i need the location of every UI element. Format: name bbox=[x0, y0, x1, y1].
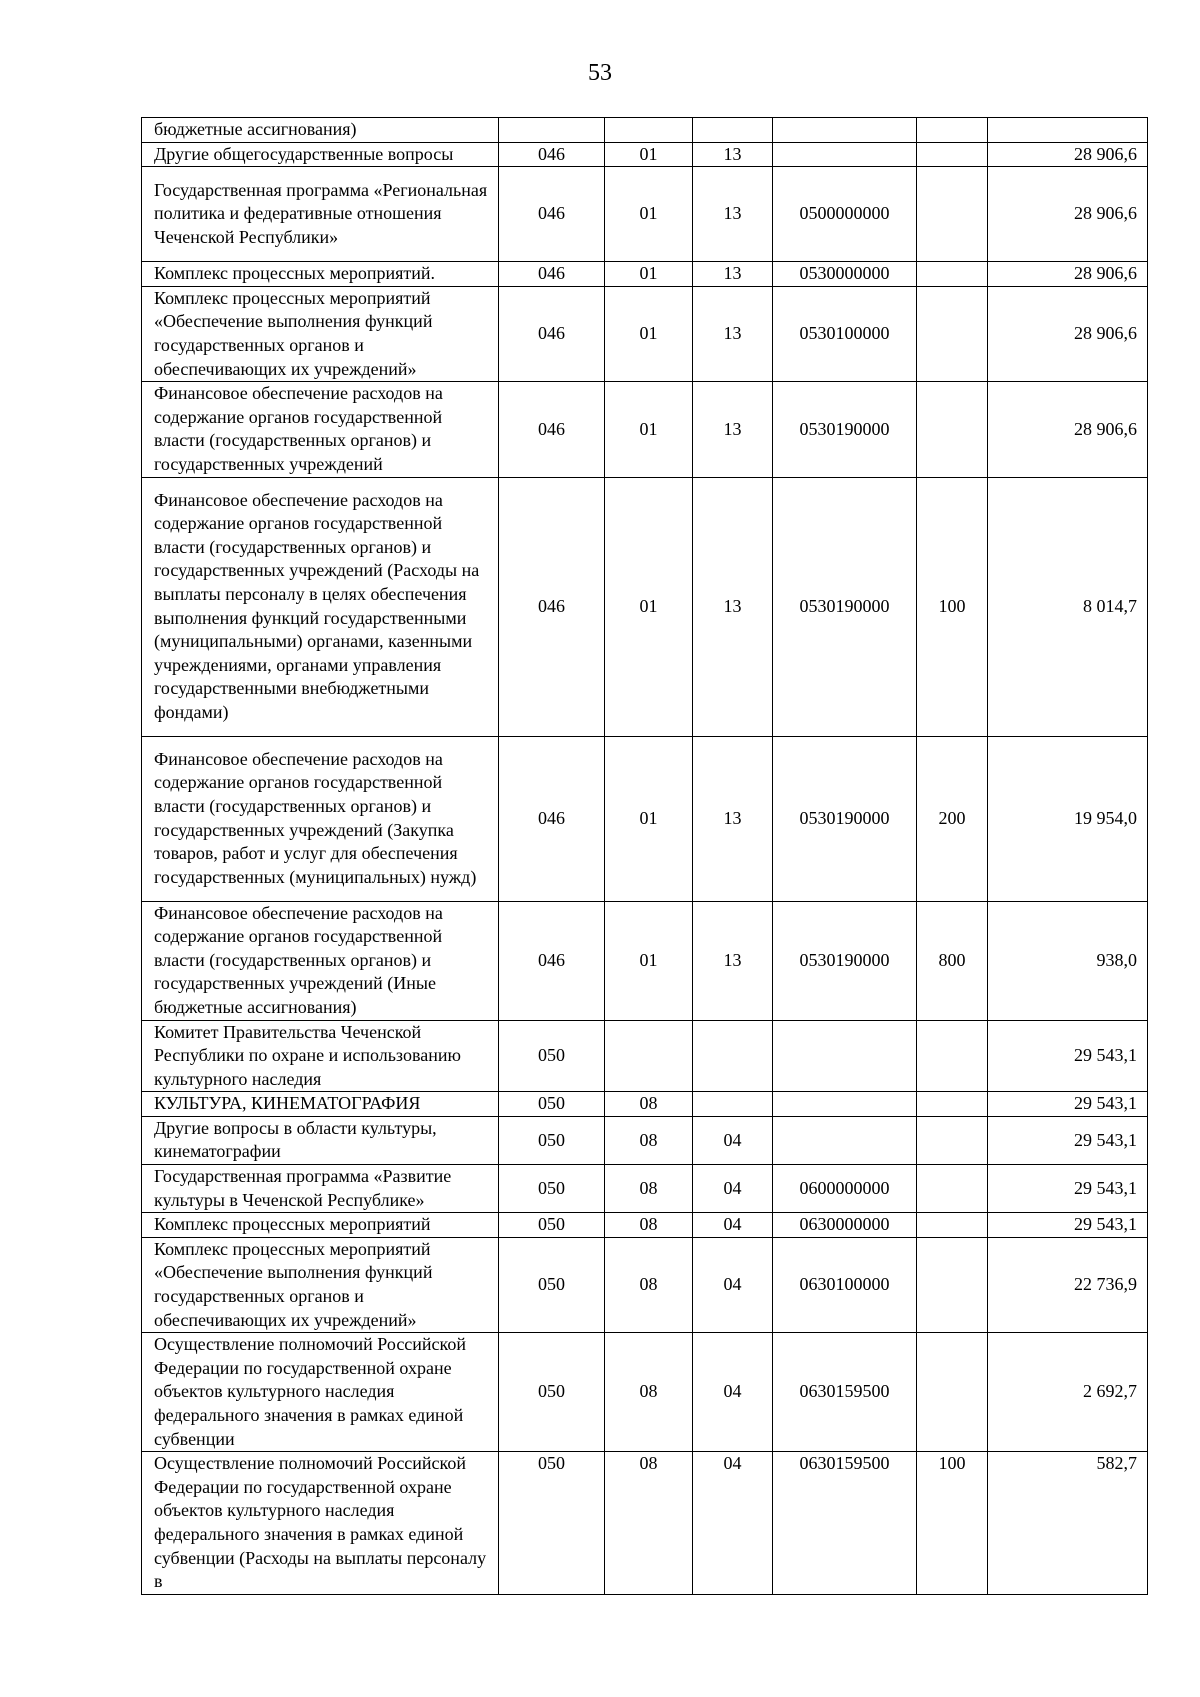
row-expense-type bbox=[917, 1333, 988, 1452]
row-section: 01 bbox=[605, 167, 693, 262]
row-subsection: 13 bbox=[693, 736, 773, 901]
row-subsection bbox=[693, 1092, 773, 1117]
row-amount: 29 543,1 bbox=[988, 1092, 1148, 1117]
row-ministry: 046 bbox=[499, 167, 605, 262]
row-ministry: 050 bbox=[499, 1092, 605, 1117]
row-expense-type bbox=[917, 1020, 988, 1092]
row-subsection: 04 bbox=[693, 1116, 773, 1164]
row-expense-type bbox=[917, 1165, 988, 1213]
row-amount: 582,7 bbox=[988, 1452, 1148, 1595]
row-subsection: 13 bbox=[693, 167, 773, 262]
row-subsection: 13 bbox=[693, 901, 773, 1020]
row-target-article: 0530000000 bbox=[773, 262, 917, 287]
row-name: Комитет Правительства Чеченской Республики по охране и использованию культурного наследия bbox=[142, 1020, 499, 1092]
row-section: 01 bbox=[605, 736, 693, 901]
row-target-article bbox=[773, 118, 917, 143]
row-section: 08 bbox=[605, 1213, 693, 1238]
row-ministry: 050 bbox=[499, 1116, 605, 1164]
row-amount: 29 543,1 bbox=[988, 1213, 1148, 1238]
row-target-article bbox=[773, 1020, 917, 1092]
row-section: 08 bbox=[605, 1165, 693, 1213]
row-target-article: 0530100000 bbox=[773, 286, 917, 381]
row-amount: 22 736,9 bbox=[988, 1237, 1148, 1332]
row-target-article: 0530190000 bbox=[773, 736, 917, 901]
row-amount: 28 906,6 bbox=[988, 167, 1148, 262]
row-expense-type: 100 bbox=[917, 477, 988, 736]
table-row bbox=[142, 286, 1148, 381]
row-expense-type bbox=[917, 382, 988, 477]
row-target-article: 0530190000 bbox=[773, 477, 917, 736]
row-ministry: 050 bbox=[499, 1333, 605, 1452]
table-row bbox=[142, 167, 1148, 262]
table-row bbox=[142, 262, 1148, 287]
table-row bbox=[142, 1213, 1148, 1238]
row-target-article bbox=[773, 1116, 917, 1164]
row-amount: 29 543,1 bbox=[988, 1116, 1148, 1164]
row-subsection: 04 bbox=[693, 1213, 773, 1238]
row-ministry: 050 bbox=[499, 1165, 605, 1213]
row-section: 08 bbox=[605, 1452, 693, 1595]
row-name: Осуществление полномочий Российской Федерации по государственной охране объектов культурного наследия федерального значения в рамках единой субвенции bbox=[142, 1333, 499, 1452]
table-row bbox=[142, 1116, 1148, 1164]
row-target-article bbox=[773, 1092, 917, 1117]
row-target-article: 0630159500 bbox=[773, 1452, 917, 1595]
row-section bbox=[605, 1020, 693, 1092]
row-section: 01 bbox=[605, 382, 693, 477]
row-name: Финансовое обеспечение расходов на содержание органов государственной власти (государственных органов) и государственных учреждений bbox=[142, 382, 499, 477]
row-ministry bbox=[499, 118, 605, 143]
row-name: Комплекс процессных мероприятий «Обеспечение выполнения функций государственных органов и обеспечивающих их учреждений» bbox=[142, 286, 499, 381]
row-amount bbox=[988, 118, 1148, 143]
table-row bbox=[142, 901, 1148, 1020]
row-expense-type bbox=[917, 262, 988, 287]
row-name: Другие общегосударственные вопросы bbox=[142, 142, 499, 167]
row-subsection: 04 bbox=[693, 1165, 773, 1213]
row-target-article: 0600000000 bbox=[773, 1165, 917, 1213]
row-amount: 19 954,0 bbox=[988, 736, 1148, 901]
row-ministry: 046 bbox=[499, 262, 605, 287]
row-subsection: 13 bbox=[693, 262, 773, 287]
table-row bbox=[142, 1333, 1148, 1452]
table-row bbox=[142, 477, 1148, 736]
row-name: Комплекс процессных мероприятий bbox=[142, 1213, 499, 1238]
table-row bbox=[142, 1165, 1148, 1213]
row-name: Осуществление полномочий Российской Федерации по государственной охране объектов культурного наследия федерального значения в рамках единой субвенции (Расходы на выплаты персоналу в bbox=[142, 1452, 499, 1595]
table-row bbox=[142, 1092, 1148, 1117]
row-name: Финансовое обеспечение расходов на содержание органов государственной власти (государственных органов) и государственных учреждений (Расходы на выплаты персоналу в целях обеспечения выполнения функций государственными (муниципальными) органами, казенными учреждениями, органами управления государственными внебюджетными фондами) bbox=[142, 477, 499, 736]
row-amount: 938,0 bbox=[988, 901, 1148, 1020]
row-subsection bbox=[693, 118, 773, 143]
row-section: 01 bbox=[605, 142, 693, 167]
row-section bbox=[605, 118, 693, 143]
table-row bbox=[142, 1452, 1148, 1595]
row-expense-type bbox=[917, 1116, 988, 1164]
row-name: Государственная программа «Развитие культуры в Чеченской Республике» bbox=[142, 1165, 499, 1213]
row-ministry: 046 bbox=[499, 901, 605, 1020]
row-subsection: 04 bbox=[693, 1333, 773, 1452]
row-section: 08 bbox=[605, 1092, 693, 1117]
row-expense-type bbox=[917, 1213, 988, 1238]
table-row bbox=[142, 736, 1148, 901]
table-row bbox=[142, 1020, 1148, 1092]
row-amount: 29 543,1 bbox=[988, 1165, 1148, 1213]
row-subsection: 13 bbox=[693, 286, 773, 381]
row-amount: 28 906,6 bbox=[988, 142, 1148, 167]
row-target-article: 0500000000 bbox=[773, 167, 917, 262]
row-name: Другие вопросы в области культуры, кинематографии bbox=[142, 1116, 499, 1164]
row-target-article: 0530190000 bbox=[773, 382, 917, 477]
budget-table bbox=[141, 117, 1148, 1595]
row-subsection: 04 bbox=[693, 1452, 773, 1595]
row-target-article: 0630000000 bbox=[773, 1213, 917, 1238]
row-section: 08 bbox=[605, 1116, 693, 1164]
row-section: 08 bbox=[605, 1333, 693, 1452]
row-amount: 28 906,6 bbox=[988, 286, 1148, 381]
row-expense-type bbox=[917, 167, 988, 262]
row-amount: 29 543,1 bbox=[988, 1020, 1148, 1092]
table-row bbox=[142, 118, 1148, 143]
row-expense-type bbox=[917, 1237, 988, 1332]
row-ministry: 046 bbox=[499, 477, 605, 736]
row-amount: 2 692,7 bbox=[988, 1333, 1148, 1452]
row-subsection: 13 bbox=[693, 477, 773, 736]
row-target-article: 0630100000 bbox=[773, 1237, 917, 1332]
row-expense-type: 100 bbox=[917, 1452, 988, 1595]
row-name: Финансовое обеспечение расходов на содержание органов государственной власти (государственных органов) и государственных учреждений (Иные бюджетные ассигнования) bbox=[142, 901, 499, 1020]
table-row bbox=[142, 382, 1148, 477]
row-subsection: 13 bbox=[693, 382, 773, 477]
row-name: Государственная программа «Региональная политика и федеративные отношения Чеченской Республики» bbox=[142, 167, 499, 262]
row-expense-type: 800 bbox=[917, 901, 988, 1020]
row-target-article: 0530190000 bbox=[773, 901, 917, 1020]
row-expense-type bbox=[917, 118, 988, 143]
row-section: 01 bbox=[605, 901, 693, 1020]
row-ministry: 050 bbox=[499, 1452, 605, 1595]
row-section: 01 bbox=[605, 262, 693, 287]
row-ministry: 046 bbox=[499, 736, 605, 901]
row-subsection bbox=[693, 1020, 773, 1092]
row-expense-type bbox=[917, 1092, 988, 1117]
row-expense-type: 200 bbox=[917, 736, 988, 901]
row-amount: 28 906,6 bbox=[988, 382, 1148, 477]
row-target-article: 0630159500 bbox=[773, 1333, 917, 1452]
table-row bbox=[142, 142, 1148, 167]
row-ministry: 050 bbox=[499, 1237, 605, 1332]
row-ministry: 050 bbox=[499, 1020, 605, 1092]
row-expense-type bbox=[917, 286, 988, 381]
row-ministry: 046 bbox=[499, 142, 605, 167]
table-row bbox=[142, 1237, 1148, 1332]
row-name: бюджетные ассигнования) bbox=[142, 118, 499, 143]
row-target-article bbox=[773, 142, 917, 167]
row-amount: 8 014,7 bbox=[988, 477, 1148, 736]
row-name: КУЛЬТУРА, КИНЕМАТОГРАФИЯ bbox=[142, 1092, 499, 1117]
row-ministry: 046 bbox=[499, 286, 605, 381]
row-section: 08 bbox=[605, 1237, 693, 1332]
row-ministry: 050 bbox=[499, 1213, 605, 1238]
page-number: 53 bbox=[588, 60, 612, 86]
row-section: 01 bbox=[605, 477, 693, 736]
row-name: Финансовое обеспечение расходов на содержание органов государственной власти (государственных органов) и государственных учреждений (Закупка товаров, работ и услуг для обеспечения государственных (муниципальных) нужд) bbox=[142, 736, 499, 901]
row-subsection: 04 bbox=[693, 1237, 773, 1332]
row-subsection: 13 bbox=[693, 142, 773, 167]
row-expense-type bbox=[917, 142, 988, 167]
row-ministry: 046 bbox=[499, 382, 605, 477]
row-section: 01 bbox=[605, 286, 693, 381]
row-name: Комплекс процессных мероприятий. bbox=[142, 262, 499, 287]
row-amount: 28 906,6 bbox=[988, 262, 1148, 287]
row-name: Комплекс процессных мероприятий «Обеспечение выполнения функций государственных органов и обеспечивающих их учреждений» bbox=[142, 1237, 499, 1332]
budget-table-body bbox=[142, 118, 1148, 1595]
